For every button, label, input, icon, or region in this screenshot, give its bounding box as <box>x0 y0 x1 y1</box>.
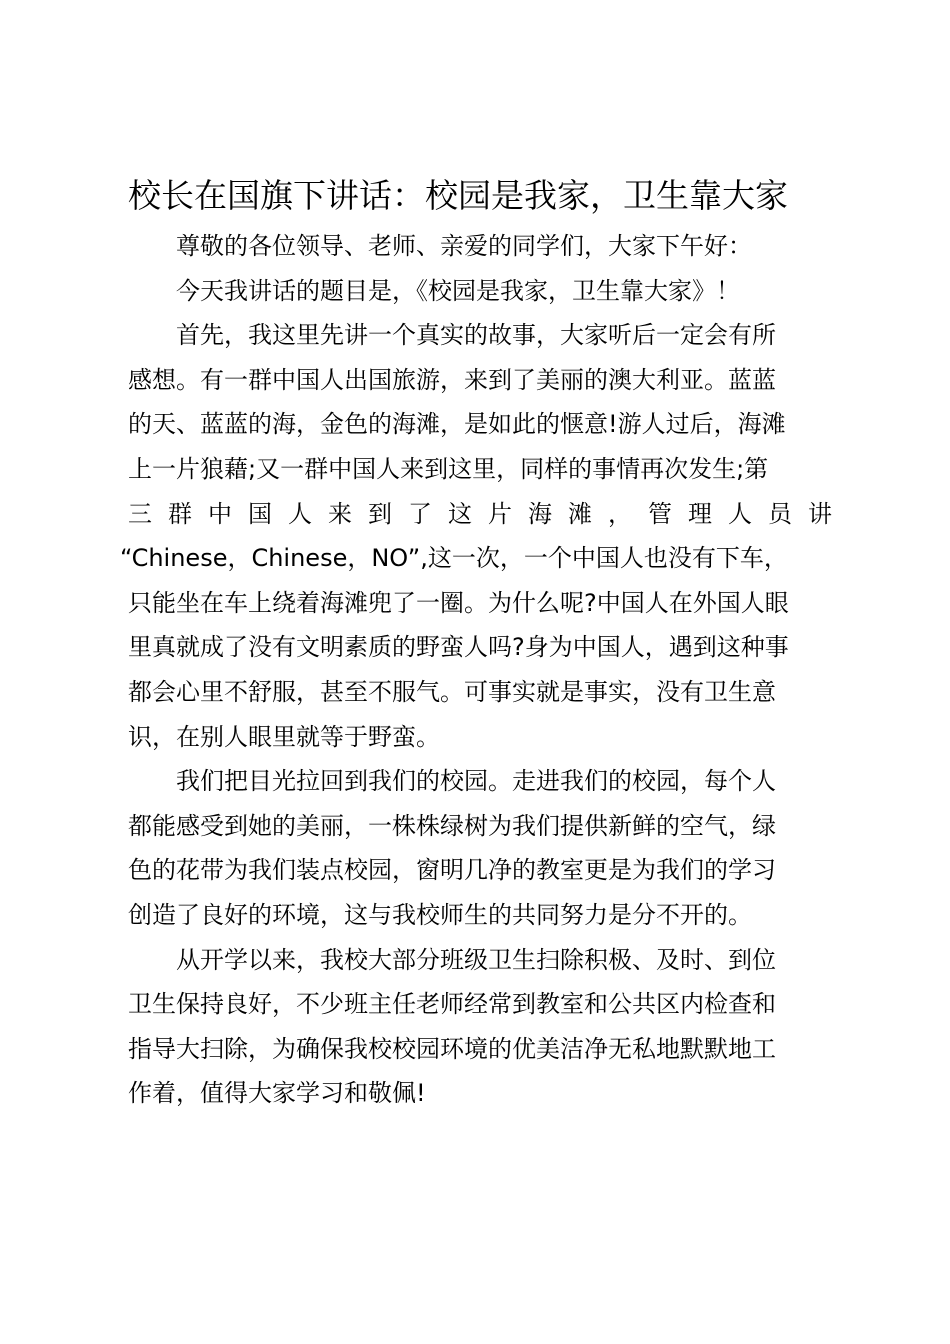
spread-char: 人 <box>728 499 752 528</box>
spread-char: 讲 <box>808 499 832 528</box>
paragraph-line: 的天、蓝蓝的海，金色的海滩，是如此的惬意!游人过后，海滩 <box>128 410 786 439</box>
spread-char: 理 <box>688 499 712 528</box>
spread-char: 三 <box>128 499 152 528</box>
paragraph-line: 首先，我这里先讲一个真实的故事，大家听后一定会有所 <box>176 321 776 350</box>
paragraph-line: 创造了良好的环境，这与我校师生的共同努力是分不开的。 <box>128 900 752 929</box>
paragraph-line: 色的花带为我们装点校园，窗明几净的教室更是为我们的学习 <box>128 856 776 885</box>
spread-char: 人 <box>288 499 312 528</box>
spread-char: 了 <box>408 499 432 528</box>
spread-char: 到 <box>368 499 392 528</box>
paragraph-line: 里真就成了没有文明素质的野蛮人吗?身为中国人，遇到这种事 <box>128 633 789 662</box>
paragraph-line: 都能感受到她的美丽，一株株绿树为我们提供新鲜的空气，绿 <box>128 811 776 840</box>
spread-char: 员 <box>768 499 792 528</box>
paragraph-line: 作着，值得大家学习和敬佩! <box>128 1079 426 1108</box>
topic-paragraph <box>128 269 832 314</box>
hygiene-paragraph <box>128 938 832 1116</box>
greeting-paragraph <box>128 224 832 269</box>
paragraph-line: “Chinese，Chinese，NO”,这一次，一个中国人也没有下车， <box>120 544 788 573</box>
story-paragraph <box>120 313 832 759</box>
spread-char: 群 <box>168 499 192 528</box>
spread-char: 中 <box>208 499 232 528</box>
paragraph-line: 指导大扫除，为确保我校校园环境的优美洁净无私地默默地工 <box>128 1034 776 1063</box>
paragraph-line: 识，在别人眼里就等于野蛮。 <box>128 722 440 751</box>
campus-paragraph <box>128 759 832 937</box>
paragraph-line: 上一片狼藉;又一群中国人来到这里，同样的事情再次发生;第 <box>128 454 769 483</box>
document-page <box>120 168 832 1116</box>
paragraph-line: 只能坐在车上绕着海滩兜了一圈。为什么呢?中国人在外国人眼 <box>128 588 789 617</box>
topic-line: 今天我讲话的题目是，《校园是我家，卫生靠大家》！ <box>176 276 740 305</box>
spread-char: 来 <box>328 499 352 528</box>
spread-paragraph-line <box>128 492 832 537</box>
spread-char: 管 <box>648 499 672 528</box>
paragraph-line: 感想。有一群中国人出国旅游，来到了美丽的澳大利亚。蓝蓝 <box>128 365 776 394</box>
spread-char: 国 <box>248 499 272 528</box>
spread-char: ， <box>608 499 632 528</box>
spread-char: 滩 <box>568 499 592 528</box>
paragraph-line: 卫生保持良好，不少班主任老师经常到教室和公共区内检查和 <box>128 990 776 1019</box>
greeting-line: 尊敬的各位领导、老师、亲爱的同学们，大家下午好： <box>176 232 752 260</box>
spread-char: 海 <box>528 499 552 528</box>
spread-char: 这 <box>448 499 472 528</box>
paragraph-line: 我们把目光拉回到我们的校园。走进我们的校园，每个人 <box>176 767 776 796</box>
spread-char: 片 <box>488 499 512 528</box>
paragraph-line: 从开学以来，我校大部分班级卫生扫除积极、及时、到位 <box>176 945 776 974</box>
document-title: 校长在国旗下讲话：校园是我家，卫生靠大家 <box>128 176 788 215</box>
paragraph-line: 都会心里不舒服，甚至不服气。可事实就是事实，没有卫生意 <box>128 677 776 706</box>
